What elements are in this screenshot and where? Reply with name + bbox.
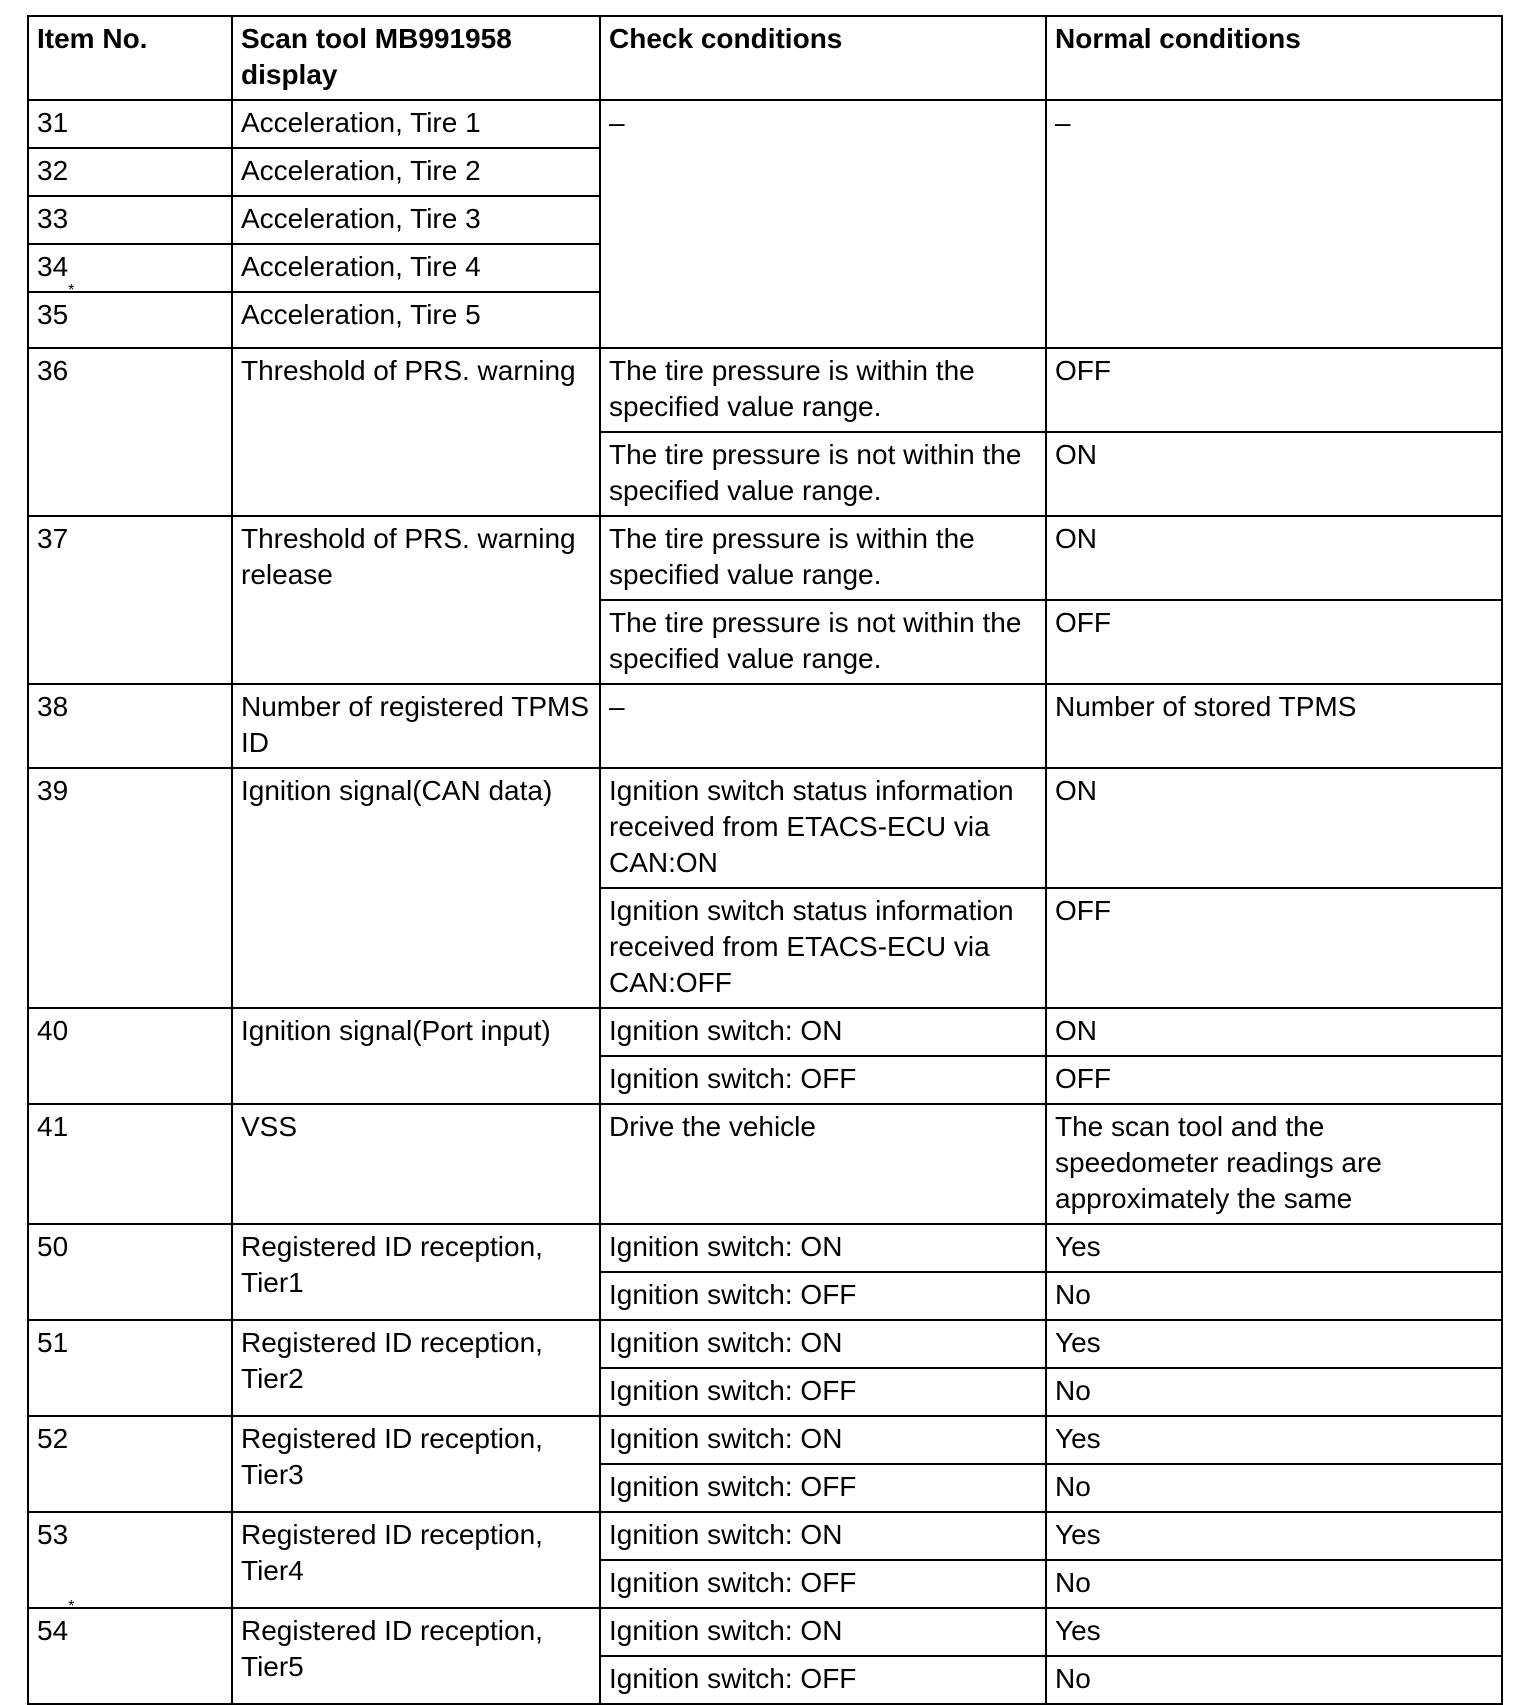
normal-condition: ON: [1046, 432, 1502, 516]
display-name: Acceleration, Tire 4: [232, 244, 600, 292]
normal-condition: No: [1046, 1560, 1502, 1608]
item-no: [28, 282, 232, 348]
check-condition: Ignition switch: ON: [600, 1608, 1046, 1656]
check-condition: Ignition switch: OFF: [600, 1656, 1046, 1704]
display-name: Registered ID reception, Tier3: [232, 1416, 600, 1512]
display-name: Acceleration, Tire 2: [232, 148, 600, 196]
normal-condition: ON: [1046, 516, 1502, 600]
display-name: Registered ID reception, Tier2: [232, 1320, 600, 1416]
display-name: Ignition signal(CAN data): [232, 768, 600, 1008]
display-name: VSS: [232, 1104, 600, 1224]
check-condition: Ignition switch: ON: [600, 1224, 1046, 1272]
item-no: 32: [28, 148, 232, 196]
item-no: 51: [28, 1320, 232, 1416]
normal-condition: OFF: [1046, 348, 1502, 432]
normal-condition: Number of stored TPMS: [1046, 684, 1502, 768]
item-no: 52: [28, 1416, 232, 1512]
item-no: [28, 1598, 232, 1704]
check-condition: The tire pressure is within the specified value range.: [600, 516, 1046, 600]
item-no: 38: [28, 684, 232, 768]
header-item-no: Item No.: [28, 16, 232, 100]
normal-condition: Yes: [1046, 1416, 1502, 1464]
check-condition: The tire pressure is within the specified value range.: [600, 348, 1046, 432]
item-no: 39: [28, 768, 232, 1008]
check-condition: Ignition switch: OFF: [600, 1272, 1046, 1320]
normal-condition: The scan tool and the speedometer readings are approximately the same: [1046, 1104, 1502, 1224]
normal-condition: Yes: [1046, 1224, 1502, 1272]
check-condition: The tire pressure is not within the specified value range.: [600, 432, 1046, 516]
item-no: 33: [28, 196, 232, 244]
display-name: Number of registered TPMS ID: [232, 684, 600, 768]
normal-condition: ON: [1046, 768, 1502, 888]
header-check-conditions: Check conditions: [600, 16, 1046, 100]
table-row: [28, 1104, 1502, 1224]
table-row: [28, 100, 1502, 148]
display-name: Registered ID reception, Tier4: [232, 1512, 600, 1608]
check-condition: Ignition switch: ON: [600, 1008, 1046, 1056]
check-condition: Ignition switch: OFF: [600, 1560, 1046, 1608]
display-name: Threshold of PRS. warning: [232, 348, 600, 516]
normal-condition: No: [1046, 1272, 1502, 1320]
item-no: 37: [28, 516, 232, 684]
table-row: [28, 1224, 1502, 1272]
item-no: 53: [28, 1512, 232, 1608]
normal-condition: Yes: [1046, 1608, 1502, 1656]
table-row: [28, 348, 1502, 432]
normal-condition: OFF: [1046, 888, 1502, 1008]
display-name: Threshold of PRS. warning release: [232, 516, 600, 684]
check-condition: Ignition switch: ON: [600, 1416, 1046, 1464]
item-no: 50: [28, 1224, 232, 1320]
normal-condition: No: [1046, 1464, 1502, 1512]
normal-condition: No: [1046, 1368, 1502, 1416]
display-name: Registered ID reception, Tier1: [232, 1224, 600, 1320]
check-condition: Ignition switch: OFF: [600, 1368, 1046, 1416]
header-normal-conditions: Normal conditions: [1046, 16, 1502, 100]
header-row: [28, 16, 1502, 100]
display-name: Acceleration, Tire 1: [232, 100, 600, 148]
table-row: [28, 516, 1502, 600]
normal-condition: OFF: [1046, 600, 1502, 684]
check-condition: The tire pressure is not within the specified value range.: [600, 600, 1046, 684]
check-condition: –: [600, 684, 1046, 768]
normal-condition: OFF: [1046, 1056, 1502, 1104]
item-no: 36: [28, 348, 232, 516]
table-row: [28, 1512, 1502, 1560]
item-no: 34: [28, 244, 232, 292]
display-name: Registered ID reception, Tier5: [232, 1608, 600, 1704]
table-row: [28, 1320, 1502, 1368]
item-number: 54: [37, 1615, 69, 1646]
check-condition: Ignition switch status information received from ETACS-ECU via CAN:ON: [600, 768, 1046, 888]
check-condition: Drive the vehicle: [600, 1104, 1046, 1224]
normal-condition: ON: [1046, 1008, 1502, 1056]
check-condition: Ignition switch status information received from ETACS-ECU via CAN:OFF: [600, 888, 1046, 1008]
normal-condition: Yes: [1046, 1512, 1502, 1560]
footnote-asterisk: *: [68, 1598, 75, 1615]
check-condition: –: [600, 100, 1046, 348]
item-no: 40: [28, 1008, 232, 1104]
item-no: 31: [28, 100, 232, 148]
check-condition: Ignition switch: OFF: [600, 1056, 1046, 1104]
normal-condition: No: [1046, 1656, 1502, 1704]
normal-condition: Yes: [1046, 1320, 1502, 1368]
display-name: Acceleration, Tire 5: [232, 292, 600, 348]
table-row: [28, 1416, 1502, 1464]
table-row: [28, 768, 1502, 888]
footnote-asterisk: *: [68, 282, 75, 299]
table-row: [28, 1008, 1502, 1056]
display-name: Acceleration, Tire 3: [232, 196, 600, 244]
check-condition: Ignition switch: ON: [600, 1320, 1046, 1368]
item-no: 41: [28, 1104, 232, 1224]
check-condition: Ignition switch: ON: [600, 1512, 1046, 1560]
normal-condition: –: [1046, 100, 1502, 348]
table-row: [28, 1608, 1502, 1656]
table-row: [28, 684, 1502, 768]
check-condition: Ignition switch: OFF: [600, 1464, 1046, 1512]
scan-tool-data-table: [27, 15, 1503, 1705]
display-name: Ignition signal(Port input): [232, 1008, 600, 1104]
item-number: 35: [37, 299, 69, 330]
header-display: Scan tool MB991958 display: [232, 16, 600, 100]
